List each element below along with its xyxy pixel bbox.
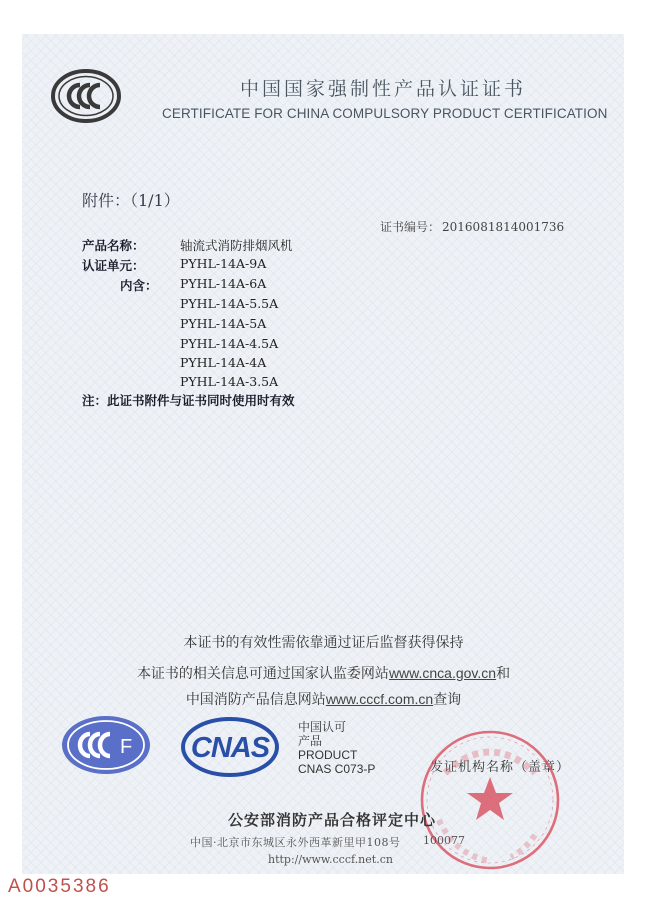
certificate-title-cn: 中国国家强制性产品认证证书 xyxy=(240,78,527,100)
product-name-value: 轴流式消防排烟风机 xyxy=(180,238,293,253)
cnas-line-1: 中国认可 xyxy=(298,720,347,734)
validity-line-3-suffix: 查询 xyxy=(433,692,462,708)
issuer-label: 发证机构名称（盖章） xyxy=(430,760,571,775)
model-item: PYHL-14A-9A xyxy=(180,256,267,271)
cnas-line-3: PRODUCT xyxy=(298,748,358,762)
issuing-organization: 公安部消防产品合格评定中心 xyxy=(228,811,437,829)
model-item: PYHL-14A-6A xyxy=(180,276,267,291)
cert-unit-label: 认证单元： xyxy=(82,258,145,273)
issuer-postcode: 100077 xyxy=(423,834,465,847)
product-name-label: 产品名称： xyxy=(82,238,145,253)
certificate-number xyxy=(380,218,564,235)
validity-line-3 xyxy=(0,689,647,709)
model-item: PYHL-14A-5A xyxy=(180,316,267,331)
svg-text:F: F xyxy=(120,736,133,758)
validity-line-3-text: 中国消防产品信息网站 xyxy=(185,692,326,708)
validity-line-1: 本证书的有效性需依靠通过证后监督获得保持 xyxy=(183,635,464,651)
cccf-website-link[interactable]: www.cccf.com.cn xyxy=(325,691,434,707)
cnca-website-link[interactable]: www.cnca.gov.cn xyxy=(388,665,497,681)
ccc-f-mark-icon xyxy=(60,714,152,776)
model-item: PYHL-14A-4A xyxy=(180,355,267,370)
cnas-line-4: CNAS C073-P xyxy=(298,762,376,776)
certificate-number-value: 2016081814001736 xyxy=(442,220,565,234)
validity-line-2-text: 本证书的相关信息可通过国家认监委网站 xyxy=(136,666,389,682)
model-item: PYHL-14A-4.5A xyxy=(180,336,279,351)
attachment-note: 注：此证书附件与证书同时使用时有效 xyxy=(82,393,295,408)
ccc-mark-icon xyxy=(50,68,122,124)
cnas-mark-text: CNAS xyxy=(190,732,270,764)
certificate-number-label: 证书编号： xyxy=(380,220,441,234)
issuer-website[interactable]: http://www.cccf.net.cn xyxy=(268,853,393,866)
serial-number: A0035386 xyxy=(8,876,111,897)
validity-line-2 xyxy=(0,663,647,683)
validity-line-2-suffix: 和 xyxy=(496,666,511,682)
model-item: PYHL-14A-5.5A xyxy=(180,296,279,311)
cnas-line-2: 产品 xyxy=(298,734,323,748)
cnas-accreditation-text xyxy=(298,720,375,776)
attachment-label: 附件：（1/1） xyxy=(82,191,180,210)
cnas-mark-icon xyxy=(180,716,280,778)
red-official-seal-icon xyxy=(415,725,565,875)
certificate-title-en: CERTIFICATE FOR CHINA COMPULSORY PRODUCT CERTIFICATION xyxy=(162,106,608,121)
issuer-address: 中国·北京市东城区永外西革新里甲108号 xyxy=(190,836,401,849)
model-item: PYHL-14A-3.5A xyxy=(180,374,279,389)
includes-label: 内含： xyxy=(120,278,158,293)
